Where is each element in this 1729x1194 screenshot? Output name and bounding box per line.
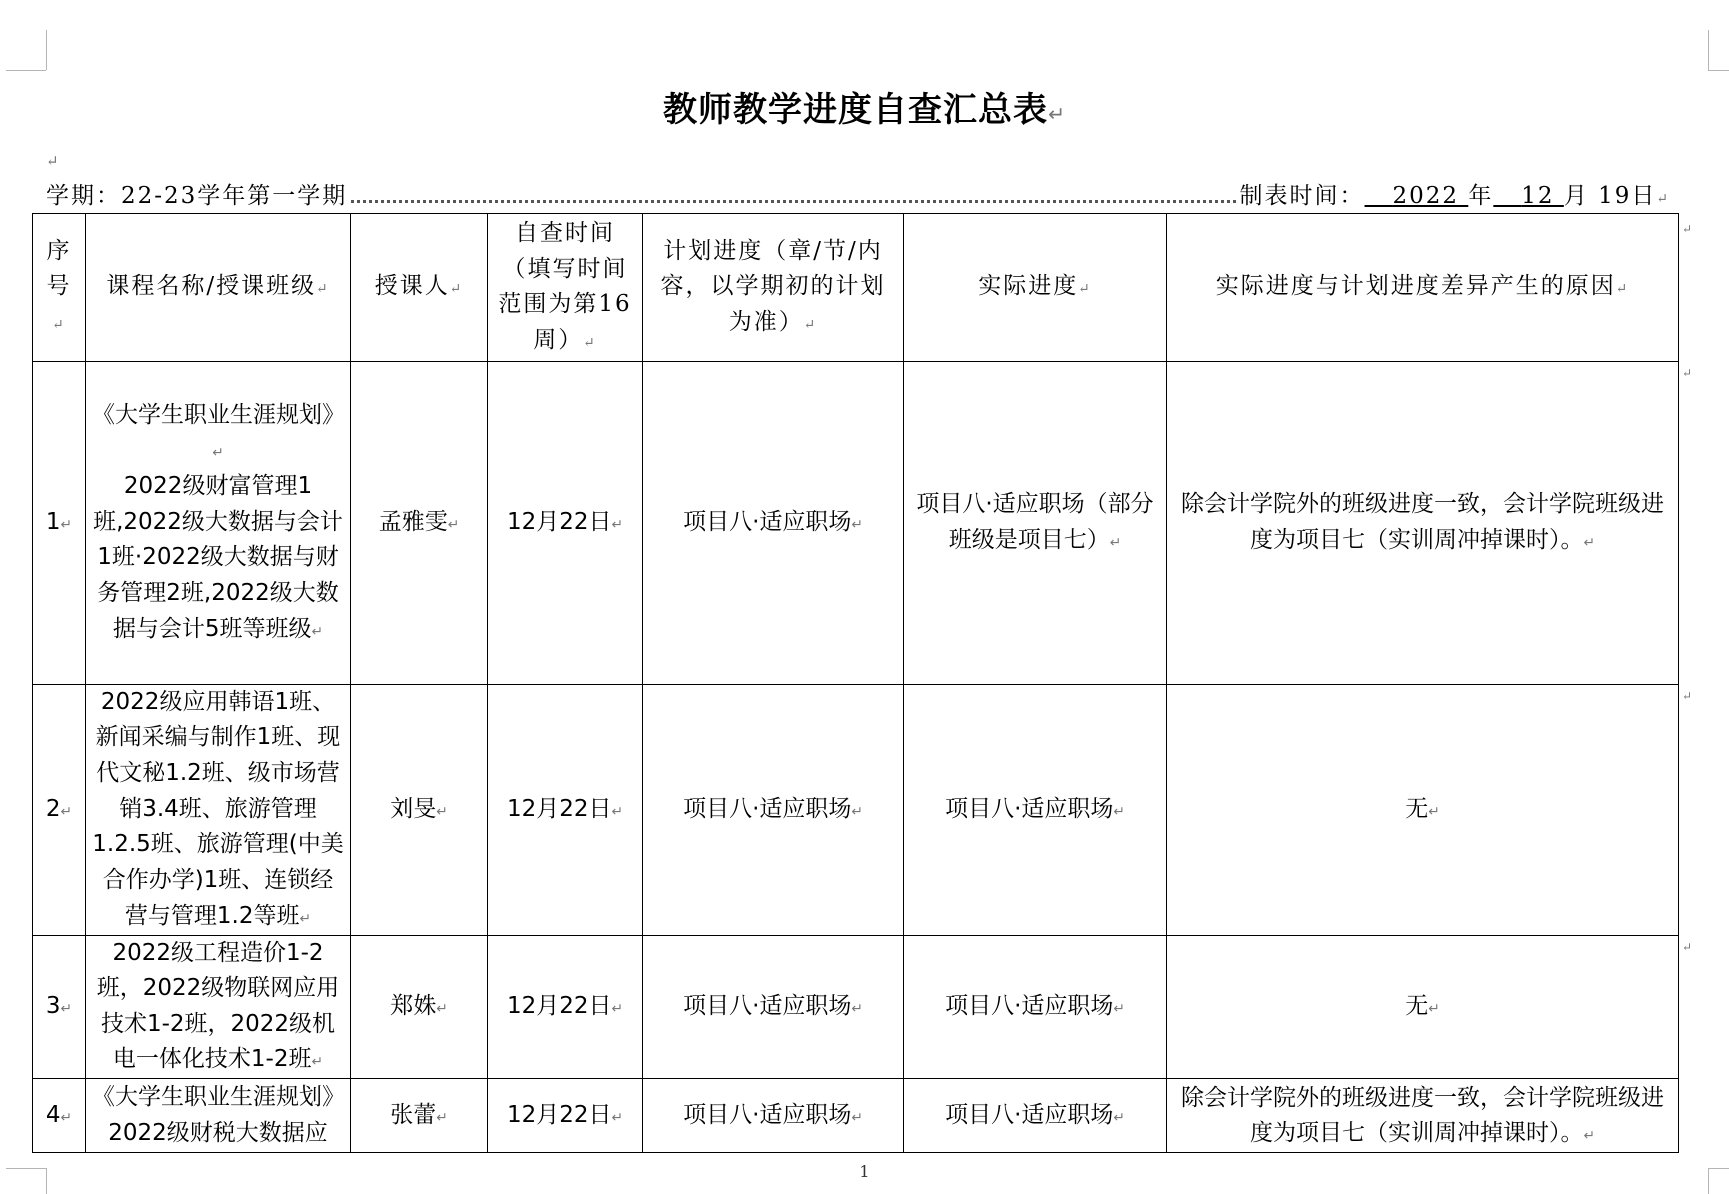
page-number: 1 xyxy=(859,1162,870,1181)
cell-index: 4↵ xyxy=(33,1079,86,1153)
table-header-row xyxy=(33,214,1679,362)
crop-mark xyxy=(46,30,47,70)
cell-actual: 项目八·适应职场（部分班级是项目七）↵ xyxy=(904,361,1167,684)
semester-label: 学期：22-23学年第一学期 xyxy=(46,183,348,209)
header-actual: 实际进度↵ xyxy=(904,214,1167,362)
table-row xyxy=(33,1079,1679,1153)
document-title-text: 教师教学进度自查汇总表 xyxy=(662,90,1048,130)
cell-reason: 除会计学院外的班级进度一致，会计学院班级进度为项目七（实训周冲掉课时）。↵ xyxy=(1167,1079,1679,1153)
header-check-time: 自查时间（填写时间范围为第16周）↵ xyxy=(488,214,643,362)
course-classes: 2022级应用韩语1班、新闻采编与制作1班、现代文秘1.2班、级市场营销3.4班、旅游管理1.2.5班、旅游管理(中美合作办学)1班、连锁经营与管理1.2等班 xyxy=(92,688,344,929)
table-row xyxy=(33,684,1679,935)
cell-planned: 项目八·适应职场↵ xyxy=(643,1079,904,1153)
table-row xyxy=(33,361,1679,684)
cell-course: 《大学生职业生涯规划》↵ 2022级财富管理1班,2022级大数据与会计1班·2022级大数据与财务管理2班,2022级大数据与会计5班等班级↵ xyxy=(86,361,351,684)
date-year: 2022 xyxy=(1392,183,1459,209)
course-name: 《大学生职业生涯规划》 xyxy=(92,401,345,428)
course-classes: 2022级财税大数据应 xyxy=(108,1119,328,1146)
header-teacher: 授课人↵ xyxy=(351,214,488,362)
cell-teacher: 郑姝↵ xyxy=(351,935,488,1079)
cell-course: 2022级应用韩语1班、新闻采编与制作1班、现代文秘1.2班、级市场营销3.4班、旅游管理1.2.5班、旅游管理(中美合作办学)1班、连锁经营与管理1.2等班↵ xyxy=(86,684,351,935)
cell-index: 3↵ xyxy=(33,935,86,1079)
paragraph-mark-icon: ↵ xyxy=(1047,102,1067,126)
cell-course xyxy=(86,1079,351,1153)
row-end-mark-icon: ↵ xyxy=(1682,940,1693,954)
cell-planned: 项目八·适应职场↵ xyxy=(643,361,904,684)
cell-reason: 无↵ xyxy=(1167,684,1679,935)
cell-teacher: 孟雅雯↵ xyxy=(351,361,488,684)
date-label: 制表时间： xyxy=(1239,183,1365,209)
date-day: 19日 xyxy=(1598,183,1657,209)
course-classes: 2022级财富管理1班,2022级大数据与会计1班·2022级大数据与财务管理2班,2022级大数据与会计5班等班级 xyxy=(93,473,343,642)
dotted-leader xyxy=(351,200,1235,203)
row-end-mark-icon: ↵ xyxy=(1682,689,1693,703)
cell-actual: 项目八·适应职场↵ xyxy=(904,684,1167,935)
date-field xyxy=(1240,177,1670,210)
crop-mark xyxy=(6,70,46,71)
course-name: 《大学生职业生涯规划》 xyxy=(92,1083,345,1110)
course-classes: 2022级工程造价1-2班，2022级物联网应用技术1-2班，2022级机电一体化技术1-2班 xyxy=(96,939,340,1073)
header-course: 课程名称/授课班级↵ xyxy=(86,214,351,362)
cell-planned: 项目八·适应职场↵ xyxy=(643,935,904,1079)
cell-actual: 项目八·适应职场↵ xyxy=(904,1079,1167,1153)
paragraph-mark-icon: ↵ xyxy=(1656,191,1670,207)
cell-check-time: 12月22日↵ xyxy=(488,1079,643,1153)
cell-index: 2↵ xyxy=(33,684,86,935)
crop-mark xyxy=(1708,70,1729,71)
cell-planned: 项目八·适应职场↵ xyxy=(643,684,904,935)
cell-check-time: 12月22日↵ xyxy=(488,361,643,684)
row-end-mark-icon: ↵ xyxy=(1682,366,1693,380)
date-month: 12 xyxy=(1521,183,1555,209)
table-row xyxy=(33,935,1679,1079)
cell-teacher: 刘旻↵ xyxy=(351,684,488,935)
header-reason: 实际进度与计划进度差异产生的原因↵ xyxy=(1167,214,1679,362)
progress-table xyxy=(32,213,1679,1153)
cell-index: 1↵ xyxy=(33,361,86,684)
header-planned: 计划进度（章/节/内容，以学期初的计划为准）↵ xyxy=(643,214,904,362)
date-year-unit: 年 xyxy=(1468,183,1494,209)
header-index: 序号↵ xyxy=(33,214,86,362)
paragraph-mark-icon: ↵ xyxy=(46,152,59,170)
crop-mark xyxy=(1708,30,1709,70)
row-end-mark-icon: ↵ xyxy=(1682,222,1693,236)
cell-course: 2022级工程造价1-2班，2022级物联网应用技术1-2班，2022级机电一体化技术1-2班↵ xyxy=(86,935,351,1079)
cell-check-time: 12月22日↵ xyxy=(488,684,643,935)
cell-actual: 项目八·适应职场↵ xyxy=(904,935,1167,1079)
cell-check-time: 12月22日↵ xyxy=(488,935,643,1079)
cell-reason: 除会计学院外的班级进度一致，会计学院班级进度为项目七（实训周冲掉课时）。↵ xyxy=(1167,361,1679,684)
meta-line xyxy=(46,178,1670,210)
date-month-unit: 月 xyxy=(1563,183,1589,209)
cell-reason: 无↵ xyxy=(1167,935,1679,1079)
cell-teacher: 张蕾↵ xyxy=(351,1079,488,1153)
document-title xyxy=(0,82,1729,131)
